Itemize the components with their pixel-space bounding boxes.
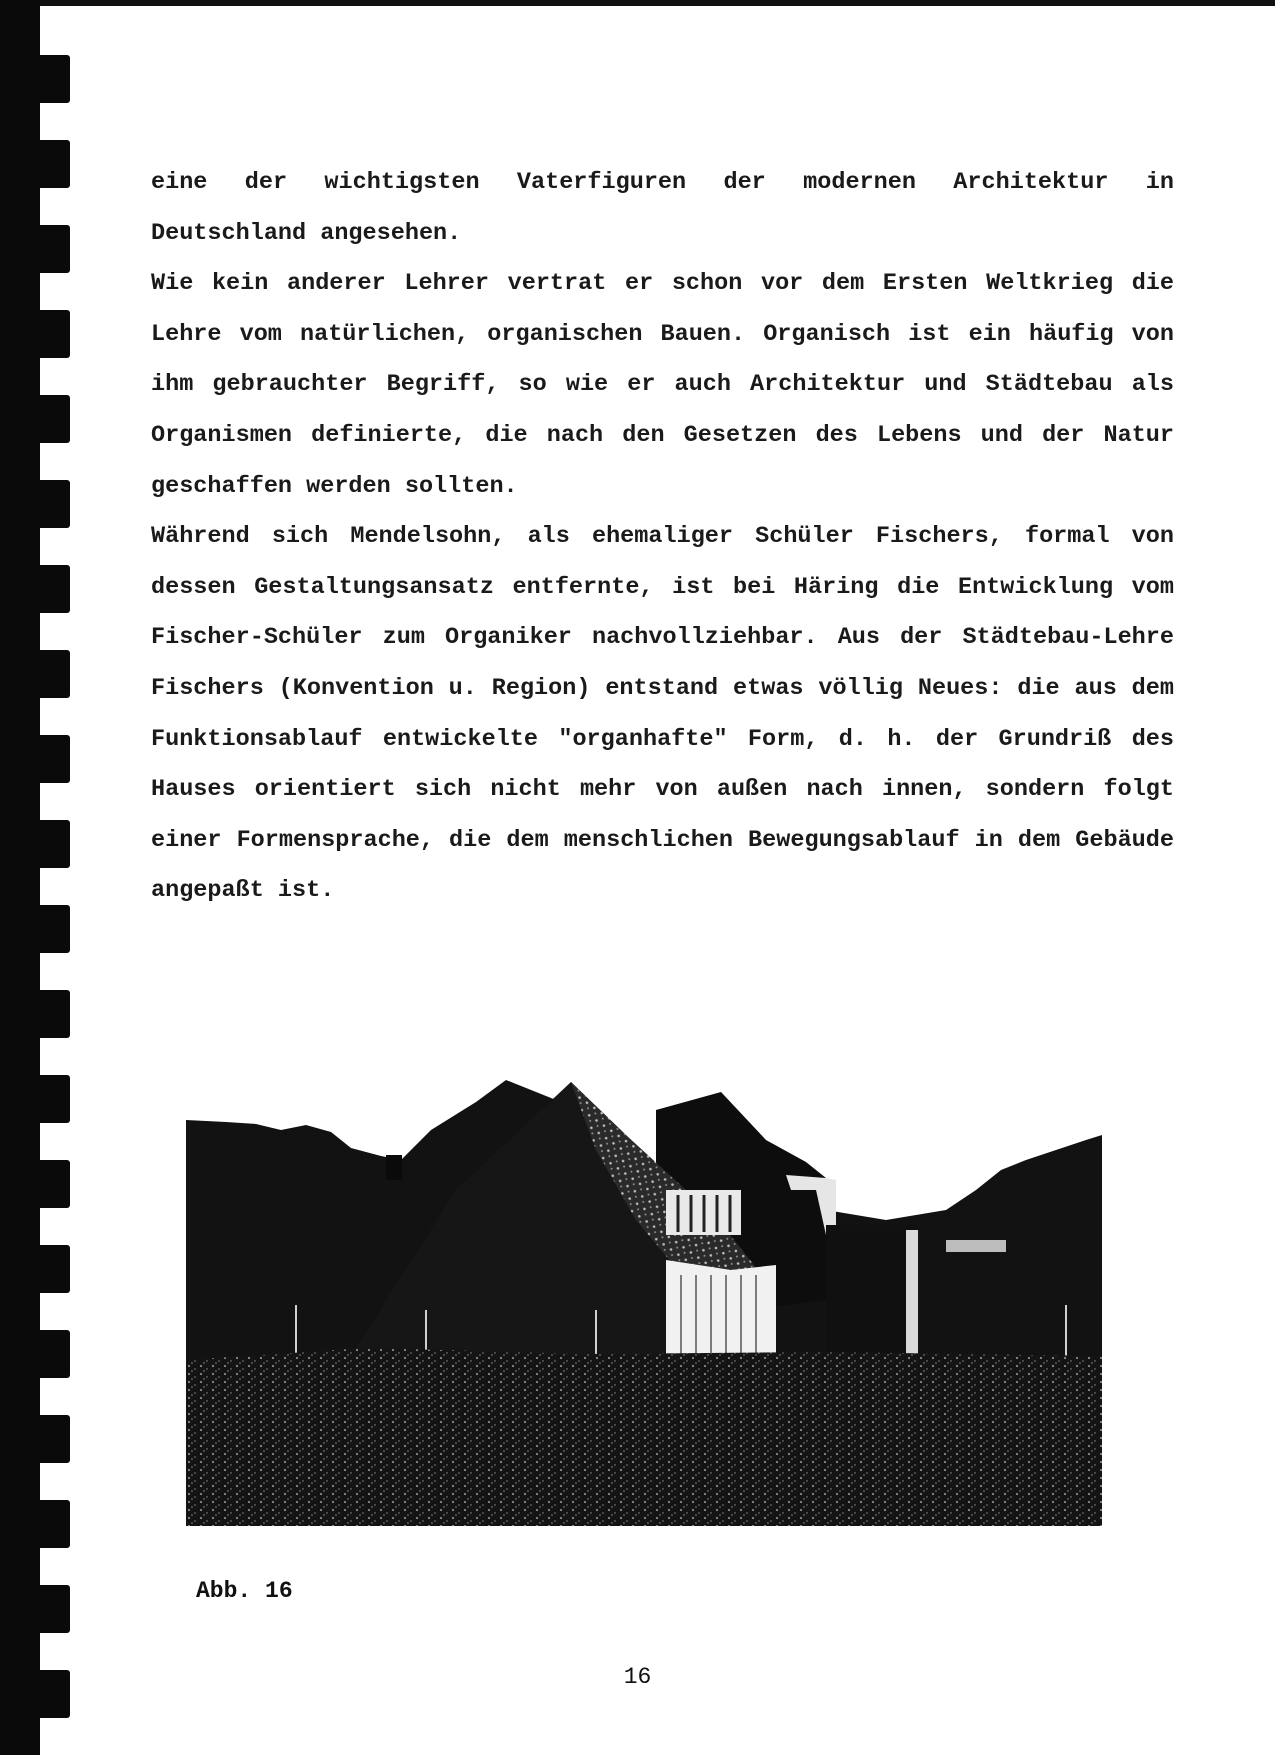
spiral-binding — [0, 0, 80, 1755]
scan-top-edge — [0, 0, 1275, 6]
paragraph: eine der wichtigsten Vaterfiguren der modernen Architektur in Deutschland angesehen. — [151, 169, 1174, 247]
building-photo — [186, 1060, 1102, 1526]
building-photo-image — [186, 1060, 1102, 1526]
figure-caption: Abb. 16 — [196, 1578, 293, 1604]
paragraph: Während sich Mendelsohn, als ehemaliger Schüler Fischers, formal von dessen Gestaltungsansatz entfernte, ist bei Häring die Entwicklung vom Fischer-Schüler zum Organiker nachvollziehbar. Aus der Städtebau-Lehre Fischers (Konvention u. Region) entstand etwas völlig Neues: die aus dem Funktionsablauf entwickelte "organhafte" Form, d. h. der Grundriß des Hauses orientiert sich nicht mehr von außen nach innen, sondern folgt einer Formensprache, die dem menschlichen Bewegungsablauf in dem Gebäude angepaßt ist. — [151, 523, 1174, 905]
page-number: 16 — [623, 1664, 652, 1690]
paragraph: Wie kein anderer Lehrer vertrat er schon vor dem Ersten Weltkrieg die Lehre vom natürlichen, organischen Bauen. Organisch ist ein häufig von ihm gebrauchter Begriff, so wie er auch Architektur und Städtebau als Organismen definierte, die nach den Gesetzen des Lebens und der Natur geschaffen werden sollten. — [151, 270, 1174, 500]
body-text — [151, 158, 1174, 917]
